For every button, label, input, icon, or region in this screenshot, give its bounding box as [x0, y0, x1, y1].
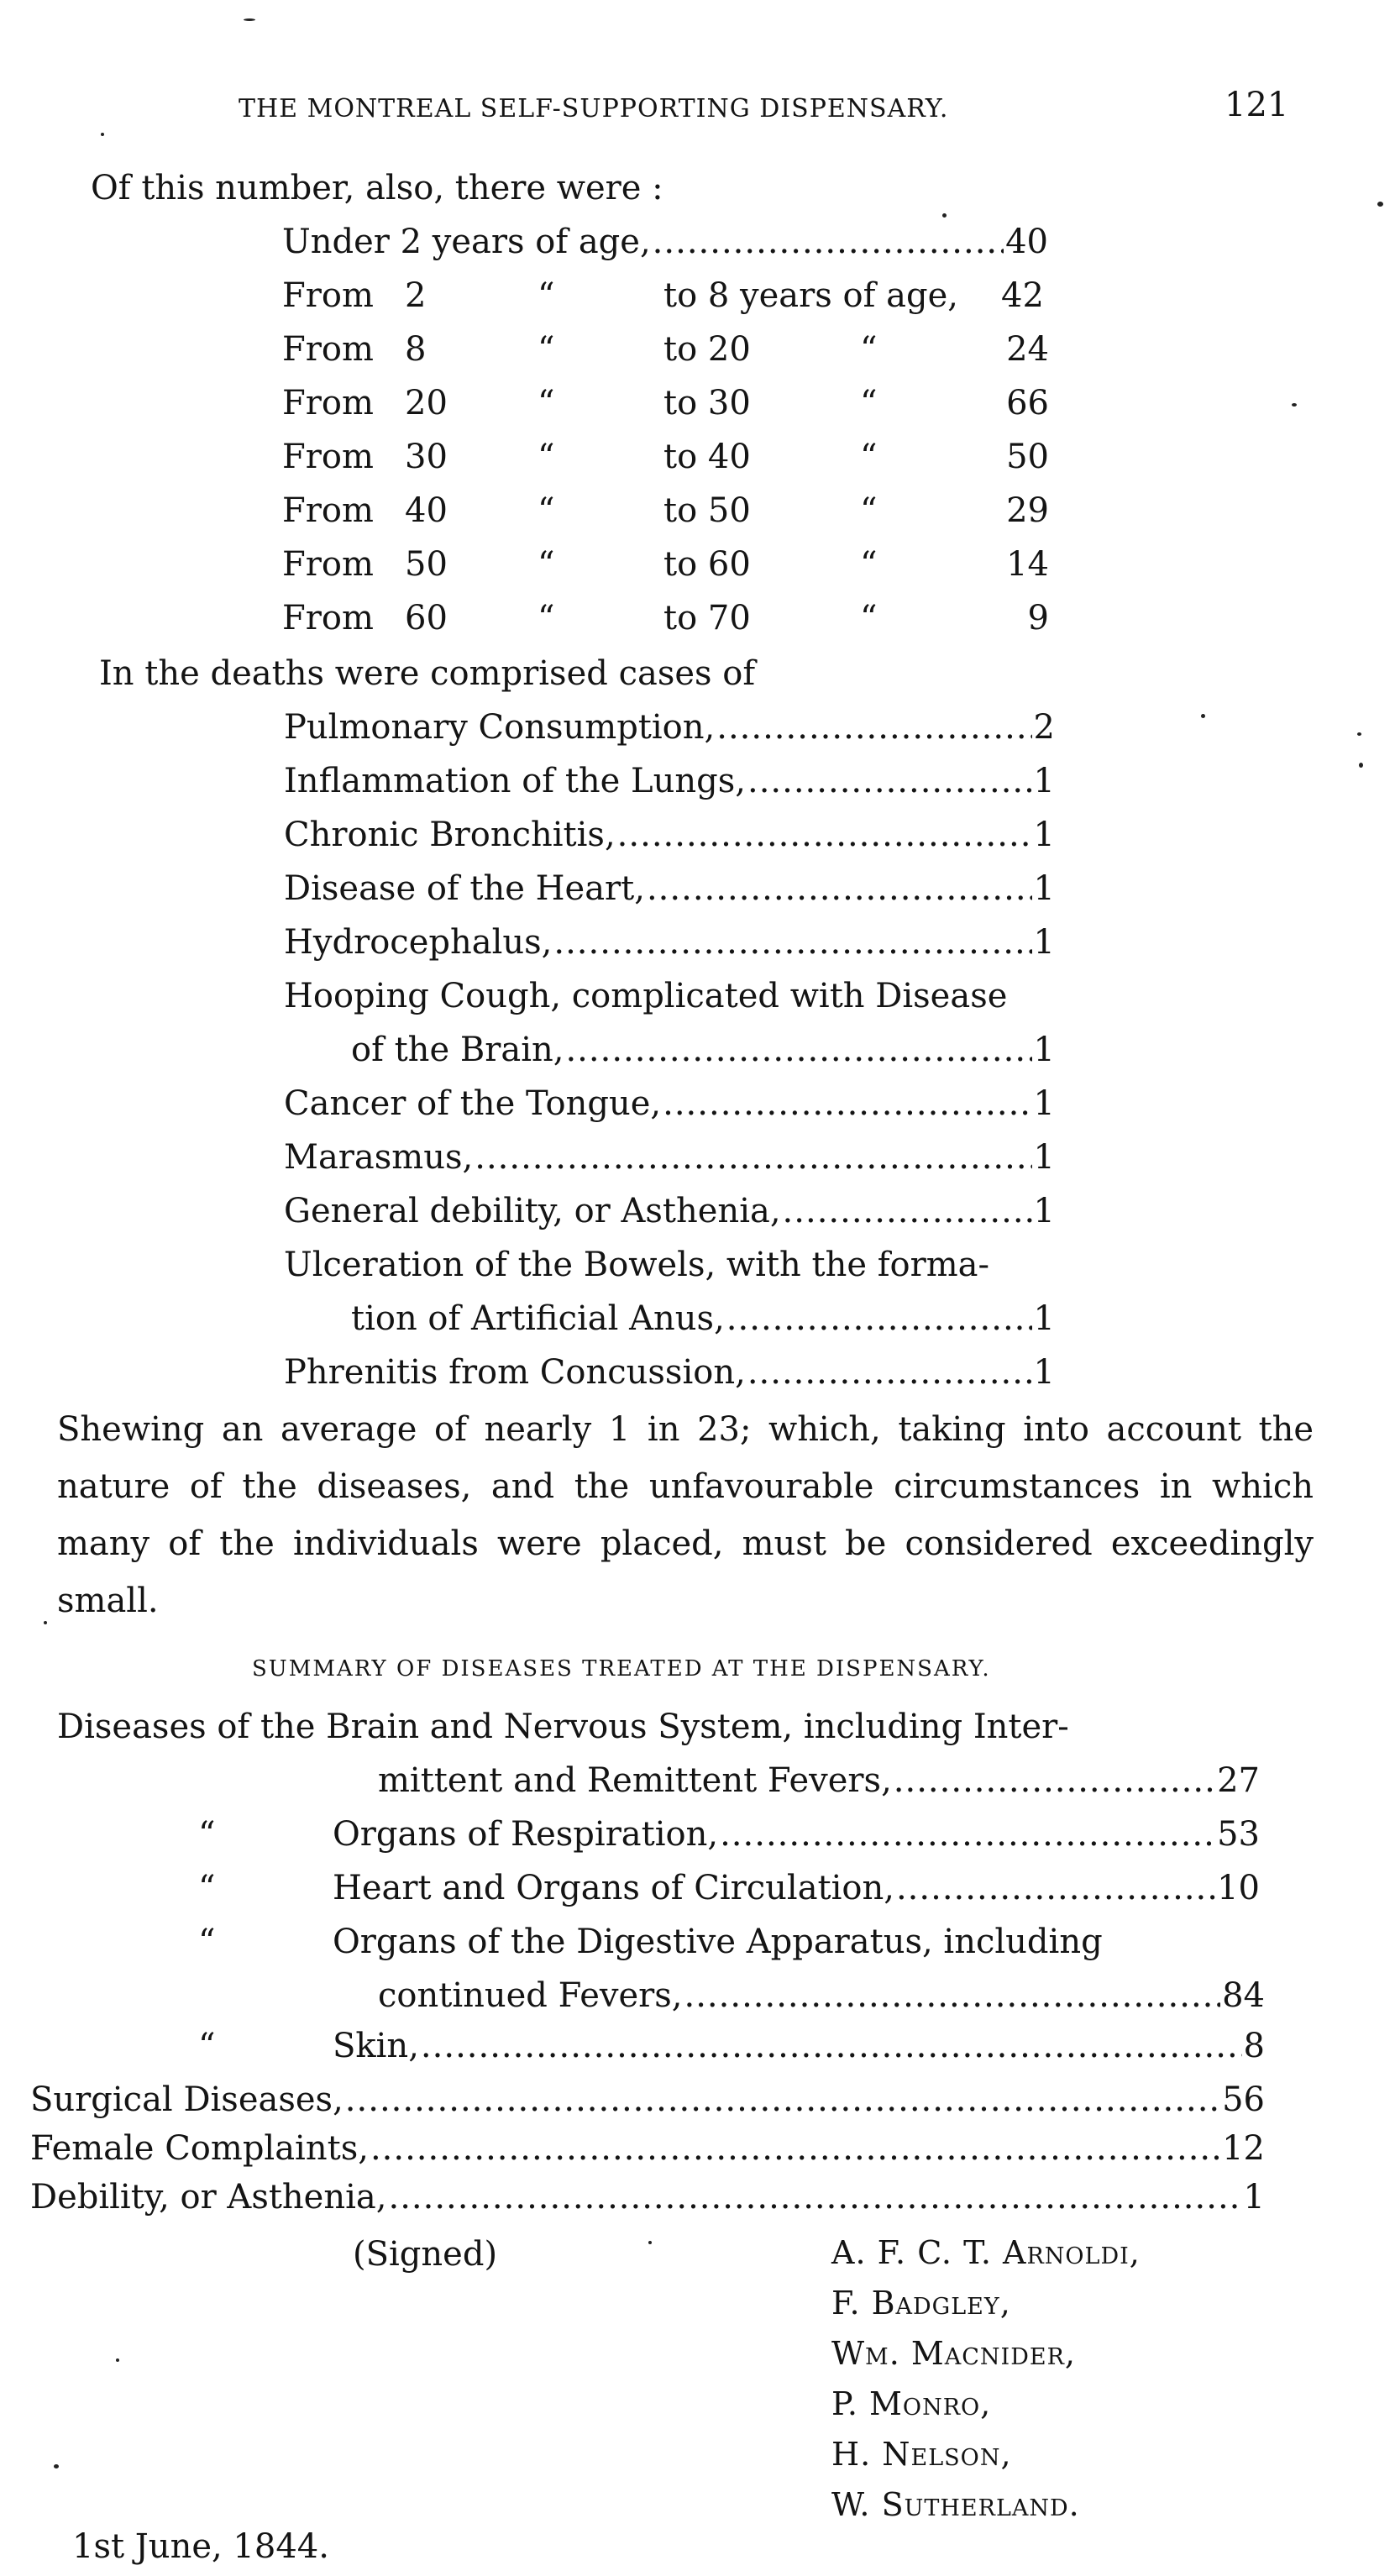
death-item-label-line1: Hooping Cough, complicated with Disease [284, 977, 1008, 1015]
leader-dots [370, 2122, 1220, 2175]
leader-dots [475, 1131, 1031, 1184]
signatory-name: H. Nelson, [831, 2436, 1012, 2473]
summary-title: SUMMARY OF DISEASES TREATED AT THE DISPENSARY. [252, 1656, 991, 1681]
scan-speck [1357, 732, 1361, 736]
intro-line: Of this number, also, there were : [91, 169, 663, 207]
death-item [284, 700, 1055, 754]
summary-brain-line1: Diseases of the Brain and Nervous System, including Inter- [57, 1708, 1069, 1746]
age-row-start: 50 [405, 545, 448, 584]
death-item-label: Cancer of the Tongue, [284, 1084, 662, 1123]
summary-row-respiration [333, 1807, 1260, 1861]
scan-speck [1292, 403, 1297, 407]
age-row-ditto: “ [538, 276, 555, 315]
summary-row-value: 10 [1217, 1869, 1260, 1907]
age-row-20-30 [0, 376, 1395, 430]
death-item [284, 1346, 1055, 1399]
death-item-value: 1 [1033, 1353, 1055, 1392]
age-row-start: 8 [405, 330, 427, 369]
age-row-ditto: “ [860, 545, 878, 584]
age-row-ditto: “ [860, 438, 878, 476]
signatory-name: P. Monro, [831, 2385, 992, 2422]
age-row-ditto: “ [860, 599, 878, 637]
age-row-value: 40 [1005, 223, 1048, 261]
leader-dots [647, 862, 1032, 916]
age-row-value: 9 [1027, 599, 1049, 637]
age-row-to: to 30 [663, 384, 751, 422]
scan-speck [116, 2358, 119, 2362]
summary-row-female [30, 2122, 1265, 2175]
summary-row-skin [333, 2019, 1265, 2073]
death-item [284, 1077, 1055, 1131]
summary-row-value: 56 [1222, 2080, 1265, 2119]
age-row-ditto: “ [860, 330, 878, 369]
age-row-40-50 [0, 484, 1395, 538]
signatory-name: Wm. Macnider, [831, 2335, 1076, 2372]
leader-dots [617, 808, 1032, 862]
summary-row-label: Debility, or Asthenia, [30, 2178, 387, 2217]
summary-row-value: 27 [1217, 1761, 1260, 1800]
page-number: 121 [1225, 86, 1289, 124]
age-row-ditto: “ [538, 330, 555, 369]
summary-row-value: 12 [1222, 2129, 1265, 2168]
scan-speck [942, 213, 947, 218]
age-row-to: to 8 years of age, [663, 276, 958, 315]
age-row-ditto: “ [860, 384, 878, 422]
summary-digestive-line1: Organs of the Digestive Apparatus, including [333, 1923, 1103, 1961]
summary-row-label: Organs of Respiration, [333, 1815, 719, 1854]
signatory-name: F. Badgley, [831, 2285, 1011, 2322]
death-item-label: Marasmus, [284, 1138, 474, 1177]
scan-speck [101, 133, 104, 136]
age-row-value: 42 [1001, 276, 1044, 315]
scan-speck [244, 18, 255, 21]
age-row-ditto: “ [538, 545, 555, 584]
average-paragraph: Shewing an average of nearly 1 in 23; which, taking into account the nature of the diseases, and the unfavourable circumstances in which many of the individuals were placed, must be considered exceedingly small. [57, 1410, 1314, 1620]
death-item-label: Pulmonary Consumption, [284, 708, 716, 747]
age-row-from: From [282, 330, 374, 369]
document-date: 1st June, 1844. [72, 2527, 329, 2566]
leader-dots [421, 2019, 1242, 2073]
leader-dots [716, 700, 1031, 754]
age-row-to: to 40 [663, 438, 751, 476]
summary-row-label: Skin, [333, 2027, 419, 2065]
death-item-value: 1 [1033, 1084, 1055, 1123]
age-row-from: From [282, 545, 374, 584]
summary-row-label: Surgical Diseases, [30, 2080, 344, 2119]
age-row-label: Under 2 years of age, [282, 223, 651, 261]
age-row-30-40 [0, 430, 1395, 484]
age-row-from: From [282, 599, 374, 637]
summary-row-label: mittent and Remittent Fevers, [378, 1761, 892, 1800]
age-row-start: 40 [405, 491, 448, 530]
leader-dots [726, 1292, 1032, 1346]
leader-dots [553, 916, 1031, 969]
age-row-60-70 [0, 591, 1395, 645]
leader-dots [684, 1969, 1221, 2023]
age-row-8-20 [0, 323, 1395, 376]
age-row-to: to 50 [663, 491, 751, 530]
age-row-start: 60 [405, 599, 448, 637]
leader-dots [747, 1346, 1032, 1399]
summary-row-label: continued Fevers, [378, 1976, 683, 2015]
death-item [284, 862, 1055, 916]
ditto-mark: “ [198, 1923, 216, 1961]
age-row-ditto: “ [538, 599, 555, 637]
scan-speck [1359, 763, 1363, 768]
deaths-intro: In the deaths were comprised cases of [99, 654, 756, 693]
death-item-label: Inflammation of the Lungs, [284, 762, 746, 800]
death-item-label: tion of Artificial Anus, [351, 1299, 725, 1338]
death-item-value: 1 [1033, 869, 1055, 908]
death-item-value: 1 [1033, 1031, 1055, 1069]
death-item-label: of the Brain, [351, 1031, 564, 1069]
summary-row-heart [333, 1861, 1260, 1915]
age-row-from: From [282, 276, 374, 315]
age-row-value: 50 [1006, 438, 1049, 476]
scan-speck [54, 2464, 59, 2468]
age-row-from: From [282, 438, 374, 476]
age-row-value: 66 [1006, 384, 1049, 422]
age-row-value: 24 [1006, 330, 1049, 369]
leader-dots [783, 1184, 1032, 1238]
scan-speck [1201, 714, 1205, 718]
death-item-label: Chronic Bronchitis, [284, 816, 616, 854]
summary-row-brain [378, 1754, 1260, 1807]
death-item [284, 1184, 1055, 1238]
death-item-value: 1 [1033, 1299, 1055, 1338]
signatory-name: W. Sutherland. [831, 2486, 1080, 2523]
death-item [284, 916, 1055, 969]
age-row-start: 2 [405, 276, 427, 315]
summary-row-debility [30, 2170, 1265, 2224]
age-row-value: 29 [1006, 491, 1049, 530]
death-item-label: Phrenitis from Concussion, [284, 1353, 746, 1392]
death-item [284, 754, 1055, 808]
death-item-value: 2 [1033, 708, 1055, 747]
death-item-label: Disease of the Heart, [284, 869, 645, 908]
leader-dots [894, 1754, 1215, 1807]
age-row-ditto: “ [860, 491, 878, 530]
age-row-from: From [282, 491, 374, 530]
death-item [351, 1292, 1055, 1346]
age-row-ditto: “ [538, 491, 555, 530]
summary-row-value: 1 [1243, 2178, 1265, 2217]
age-row-value: 14 [1006, 545, 1049, 584]
ditto-mark: “ [198, 2027, 216, 2065]
running-title: THE MONTREAL SELF-SUPPORTING DISPENSARY. [239, 94, 949, 123]
age-row-to: to 20 [663, 330, 751, 369]
age-row-start: 30 [405, 438, 448, 476]
leader-dots [747, 754, 1032, 808]
leader-dots [896, 1861, 1215, 1915]
leader-dots [653, 215, 1004, 269]
leader-dots [720, 1807, 1215, 1861]
death-item-value: 1 [1033, 923, 1055, 962]
death-item [284, 808, 1055, 862]
age-row-start: 20 [405, 384, 448, 422]
death-item-value: 1 [1033, 1138, 1055, 1177]
ditto-mark: “ [198, 1869, 216, 1907]
scan-speck [648, 2241, 652, 2244]
age-row-from: From [282, 384, 374, 422]
death-item-label-line1: Ulceration of the Bowels, with the forma- [284, 1246, 990, 1284]
age-row-ditto: “ [538, 438, 555, 476]
leader-dots [345, 2073, 1220, 2127]
scan-speck [1377, 202, 1383, 207]
death-item [284, 1131, 1055, 1184]
summary-row-value: 8 [1243, 2027, 1265, 2065]
age-row-under-2 [282, 215, 1048, 269]
death-item-label: General debility, or Asthenia, [284, 1192, 781, 1230]
summary-row-digestive [378, 1969, 1265, 2023]
ditto-mark: “ [198, 1815, 216, 1854]
signed-label: (Signed) [353, 2235, 498, 2274]
summary-row-surgical [30, 2073, 1265, 2127]
scan-speck [44, 1621, 47, 1624]
age-row-ditto: “ [538, 384, 555, 422]
leader-dots [565, 1023, 1031, 1077]
death-item [351, 1023, 1055, 1077]
summary-row-value: 84 [1222, 1976, 1265, 2015]
summary-row-label: Female Complaints, [30, 2129, 369, 2168]
age-row-to: to 70 [663, 599, 751, 637]
summary-row-label: Heart and Organs of Circulation, [333, 1869, 894, 1907]
signatory-name: A. F. C. T. Arnoldi, [831, 2234, 1141, 2271]
leader-dots [663, 1077, 1031, 1131]
death-item-value: 1 [1033, 1192, 1055, 1230]
age-row-2-8 [0, 269, 1395, 323]
death-item-label: Hydrocephalus, [284, 923, 553, 962]
leader-dots [388, 2170, 1241, 2224]
summary-row-value: 53 [1217, 1815, 1260, 1854]
death-item-value: 1 [1033, 762, 1055, 800]
death-item-value: 1 [1033, 816, 1055, 854]
age-row-to: to 60 [663, 545, 751, 584]
age-row-50-60 [0, 538, 1395, 591]
